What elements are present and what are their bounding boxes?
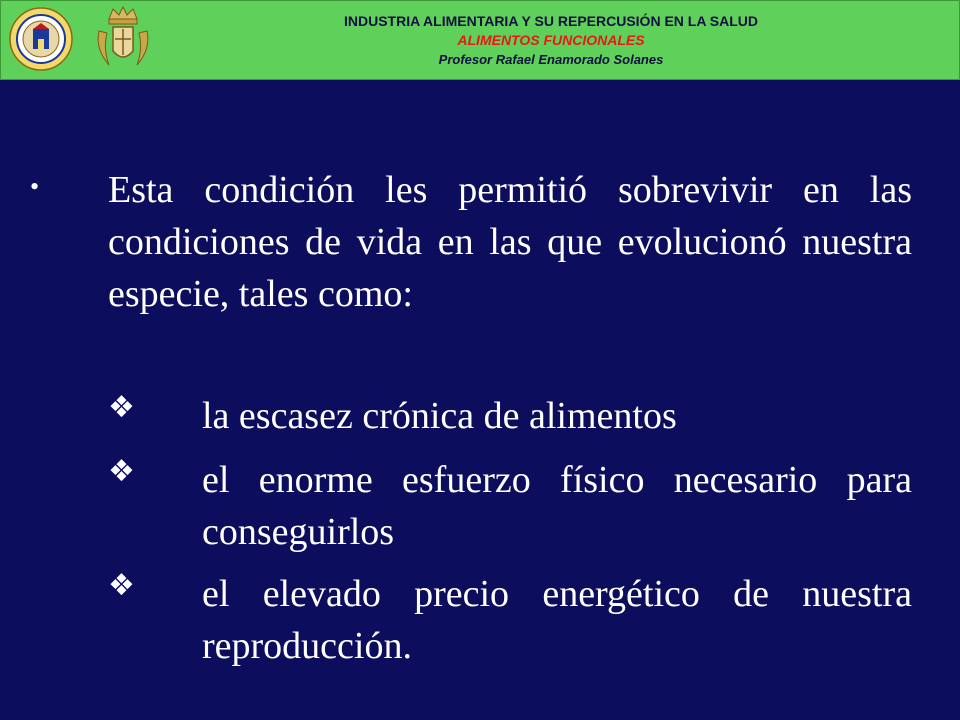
- header-subtitle: ALIMENTOS FUNCIONALES: [457, 32, 645, 48]
- diamond-bullet-icon: ❖: [108, 390, 135, 425]
- header-professor: Profesor Rafael Enamorado Solanes: [438, 52, 664, 67]
- list-item: el elevado precio energético de nuestra reproducción.: [202, 573, 912, 667]
- header-title: INDUSTRIA ALIMENTARIA Y SU REPERCUSIÓN EN LA SALUD: [343, 13, 759, 29]
- diamond-bullet-icon: ❖: [108, 568, 135, 603]
- bullet-marker: •: [30, 172, 40, 201]
- diamond-bullet-icon: ❖: [108, 454, 135, 489]
- main-paragraph: Esta condición les permitió sobrevivir en las condiciones de vida en las que evolucionó nuestra especie, tales como:: [108, 169, 912, 315]
- list-item: el enorme esfuerzo físico necesario para conseguirlos: [202, 459, 912, 553]
- list-item: la escasez crónica de alimentos: [202, 395, 677, 437]
